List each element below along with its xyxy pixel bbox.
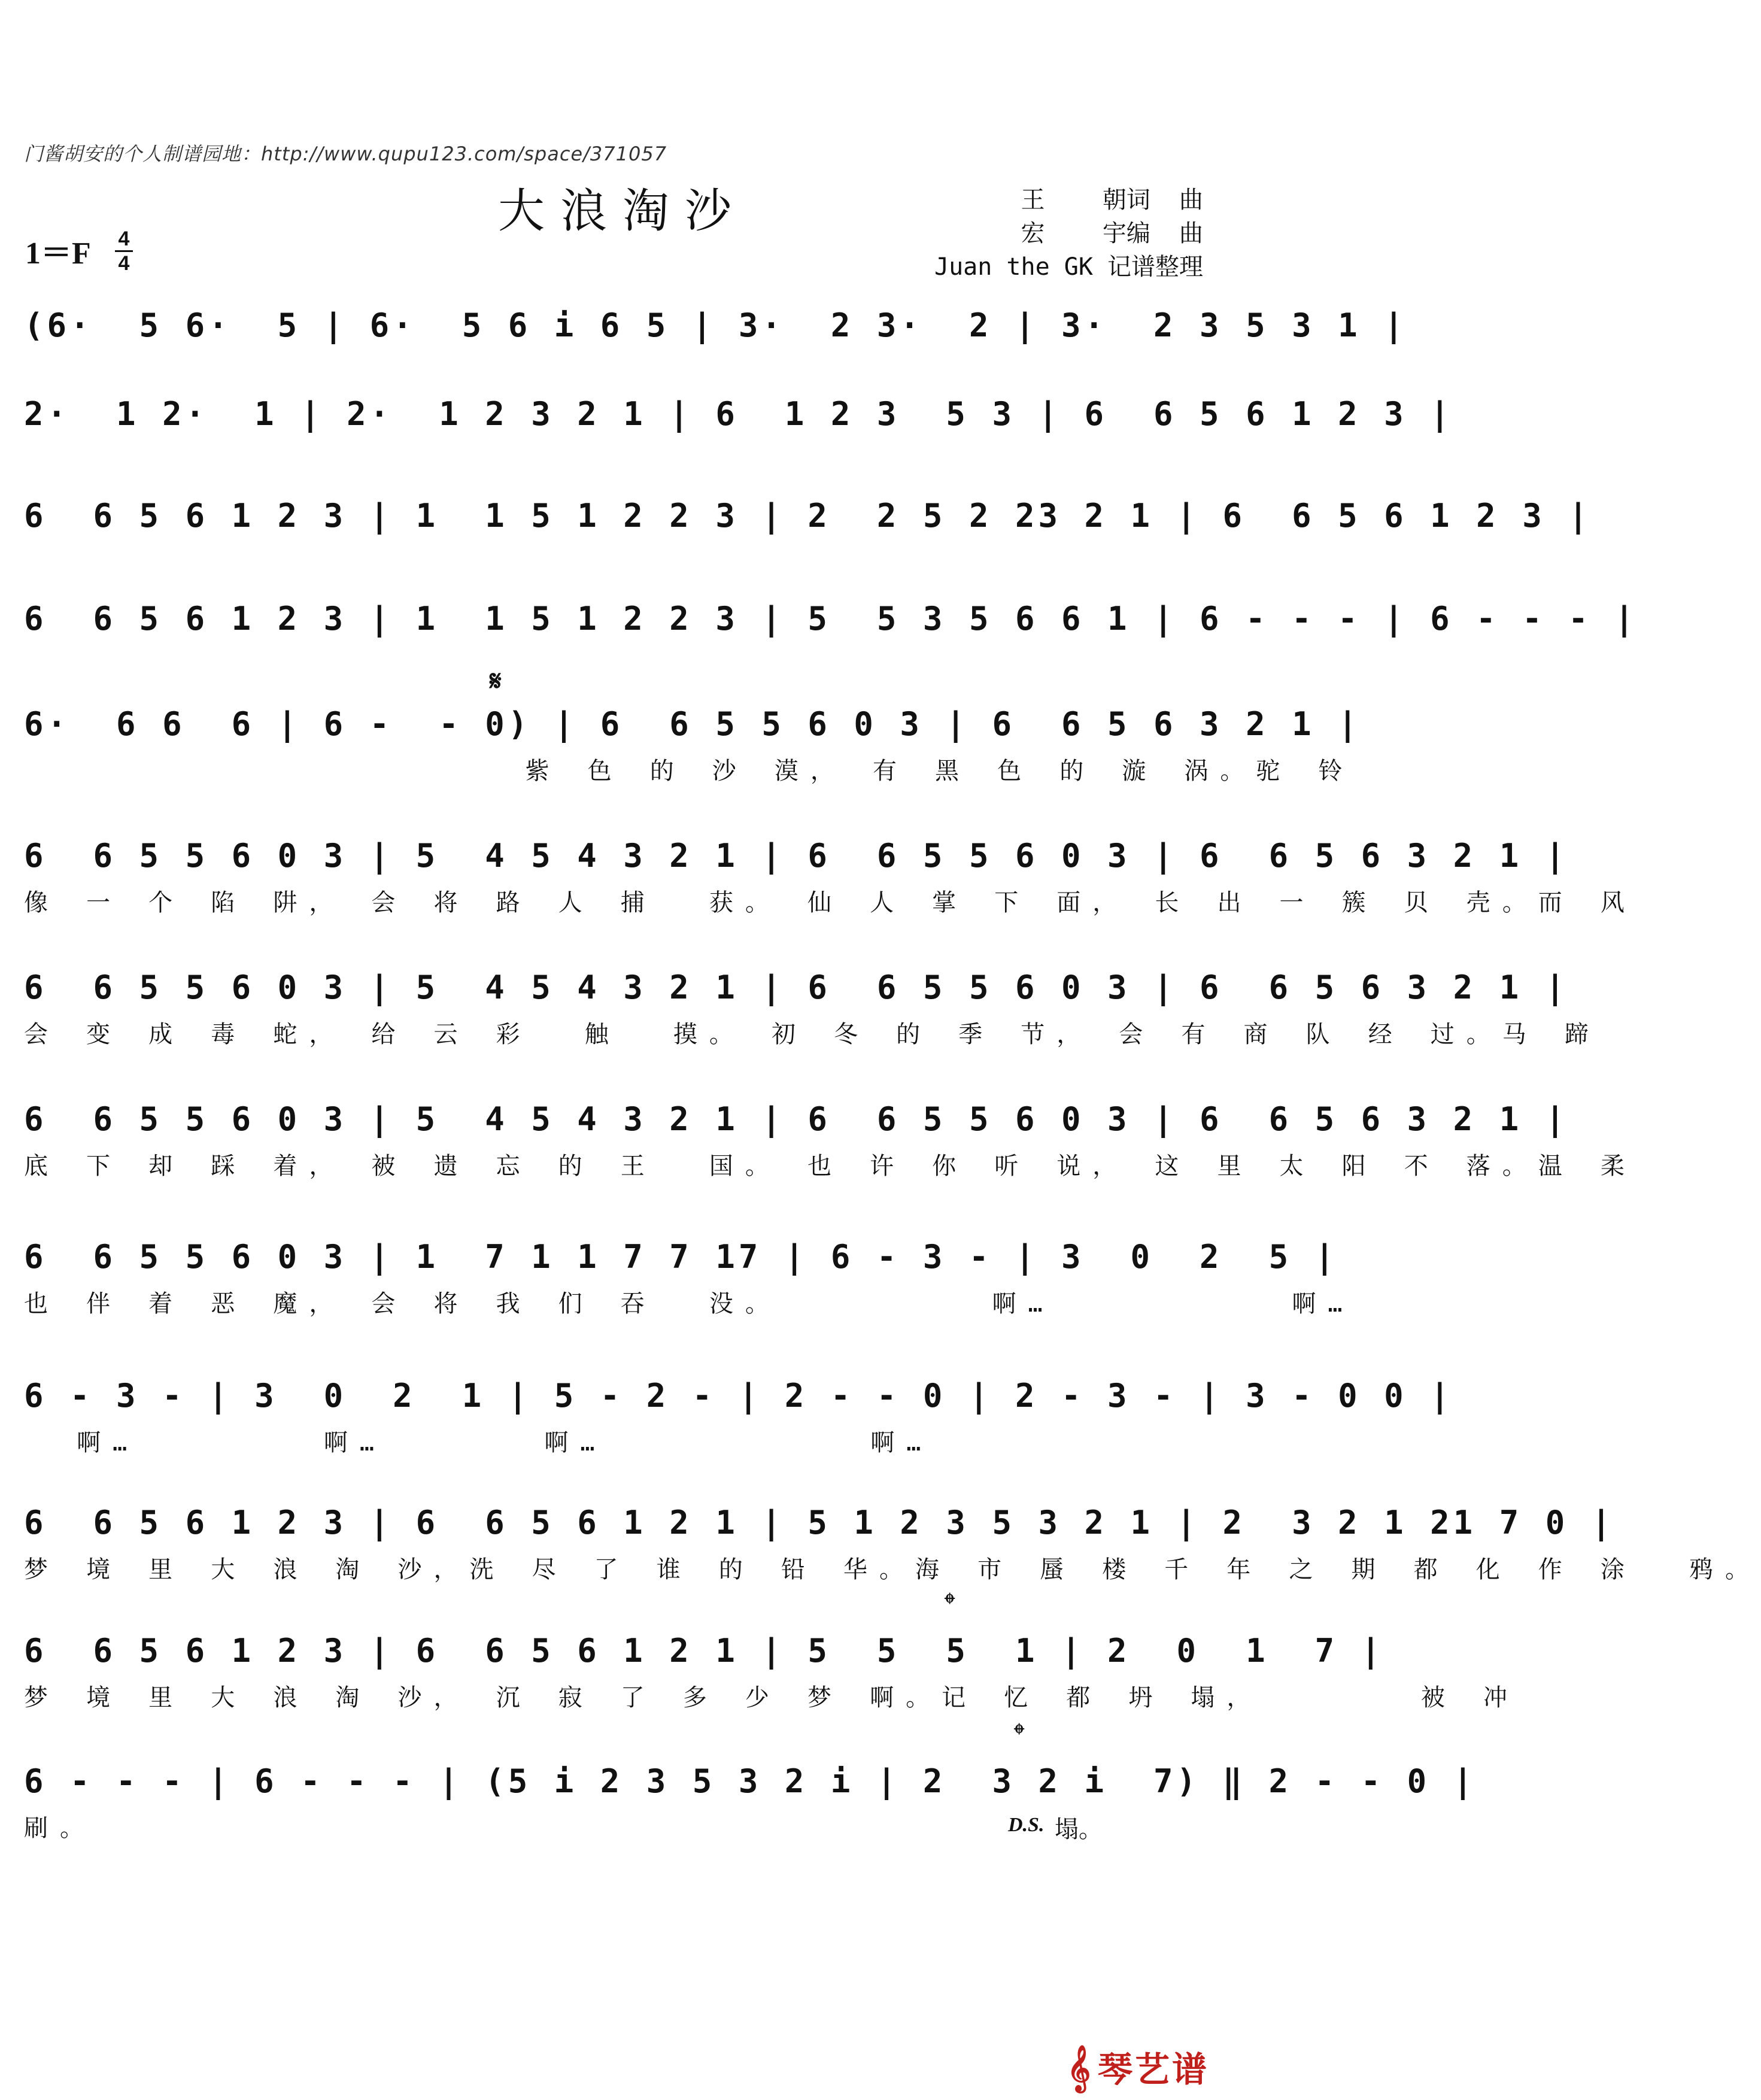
- logo-text: 琴艺谱: [1097, 2049, 1209, 2090]
- staff-notes: 2· 1 2· 1 | 2· 1 2 3 2 1 | 6 1 2 3 5 3 | 6 6 5 6 1 2 3 |: [24, 395, 1453, 433]
- staff-line-11: [0, 1504, 1761, 1594]
- staff-notes: 6 - 3 - | 3 0 2 1 | 5 - 2 - | 2 - - 0 | 2 - 3 - | 3 - 0 0 |: [24, 1377, 1453, 1415]
- staff-line-1: [0, 306, 1407, 396]
- staff-lyrics: 梦 境 里 大 浪 淘 沙， 沉 寂 了 多 少 梦 啊。记 忆 都 坍 塌， 被 冲: [24, 1684, 1519, 1711]
- staff-lyrics: 底 下 却 踩 着， 被 遗 忘 的 王 国。 也 许 你 听 说， 这 里 太 阳 不 落。温 柔: [24, 1152, 1636, 1180]
- transcriber-credit: Juan the GK 记谱整理: [934, 253, 1203, 281]
- lyricist-composer-credit: 王 朝词 曲: [1021, 186, 1203, 214]
- staff-line-3: [0, 497, 1592, 587]
- coda-sign: 𝄌: [945, 1586, 955, 1621]
- staff-notes: 6 6 5 6 1 2 3 | 1 1 5 1 2 2 3 | 5 5 3 5 6 6 1 | 6 - - - | 6 - - - |: [24, 600, 1638, 638]
- staff-notes: 6 6 5 5 6 0 3 | 1 7 1 1 7 7 17 | 6 - 3 - | 3 0 2 5 |: [24, 1238, 1338, 1276]
- staff-lyrics: 啊… 啊… 啊… 啊…: [24, 1429, 933, 1456]
- staff-lyrics: 刷。: [24, 1814, 96, 1842]
- dal-segno-lyric: 塌。: [1055, 1816, 1103, 1843]
- staff-line-5: [0, 705, 1361, 795]
- dal-segno-label: D.S.: [1008, 1814, 1045, 1836]
- song-title: 大浪淘沙: [497, 184, 747, 238]
- staff-notes: 6 6 5 6 1 2 3 | 6 6 5 6 1 2 1 | 5 1 2 3 5 3 2 1 | 2 3 2 1 21 7 0 |: [24, 1504, 1615, 1541]
- staff-line-8: [0, 1100, 1636, 1190]
- staff-notes: (6· 5 6· 5 | 6· 5 6 i 6 5 | 3· 2 3· 2 | 3· 2 3 5 3 1 |: [24, 306, 1407, 344]
- staff-lyrics: 也 伴 着 恶 魔， 会 将 我 们 吞 没。 啊… 啊…: [24, 1290, 1355, 1318]
- key-signature: 1＝F: [25, 236, 91, 271]
- coda-sign: 𝄌: [1014, 1717, 1025, 1752]
- staff-notes: 6 6 5 6 1 2 3 | 1 1 5 1 2 2 3 | 2 2 5 2 23 2 1 | 6 6 5 6 1 2 3 |: [24, 497, 1592, 535]
- staff-notes: 6 6 5 6 1 2 3 | 6 6 5 6 1 2 1 | 5 5 5 1 | 2 0 1 7 |: [24, 1632, 1384, 1670]
- staff-lyrics: 会 变 成 毒 蛇， 给 云 彩 触 摸。 初 冬 的 季 节， 会 有 商 队 经 过。马 蹄: [24, 1021, 1601, 1048]
- qinyipu-logo: [1067, 2041, 1209, 2092]
- staff-line-9: [0, 1238, 1355, 1328]
- logo-icon: 𝄞: [1067, 2045, 1093, 2091]
- segno-sign: 𝄋: [490, 664, 502, 697]
- staff-line-2: [0, 395, 1453, 485]
- time-signature: [115, 229, 133, 274]
- arranger-credit: 宏 宇编 曲: [1021, 220, 1203, 247]
- staff-notes: 6 - - - | 6 - - - | (5 i 2 3 5 3 2 i | 2 3 2 i 7) ‖ 2 - - 0 |: [24, 1762, 1477, 1800]
- staff-lyrics: 像 一 个 陷 阱， 会 将 路 人 捕 获。 仙 人 掌 下 面， 长 出 一 簇 贝 壳。而 风: [24, 889, 1636, 917]
- time-signature-top: 4: [118, 227, 130, 250]
- staff-line-12: [0, 1632, 1519, 1722]
- staff-line-6: [0, 837, 1636, 927]
- staff-line-10: [0, 1377, 1453, 1467]
- staff-lyrics: 梦 境 里 大 浪 淘 沙，洗 尽 了 谁 的 铅 华。海 市 蜃 楼 千 年 之 期 都 化 作 涂 鸦。: [24, 1556, 1761, 1583]
- staff-lyrics: 紫 色 的 沙 漠， 有 黑 色 的 漩 涡。驼 铃: [24, 757, 1355, 785]
- staff-notes: 6 6 5 5 6 0 3 | 5 4 5 4 3 2 1 | 6 6 5 5 6 0 3 | 6 6 5 6 3 2 1 |: [24, 837, 1569, 875]
- site-credit-line: 门酱胡安的个人制谱园地：http://www.qupu123.com/space/371057: [24, 142, 667, 165]
- staff-notes: 6 6 5 5 6 0 3 | 5 4 5 4 3 2 1 | 6 6 5 5 6 0 3 | 6 6 5 6 3 2 1 |: [24, 969, 1569, 1006]
- staff-line-4: [0, 600, 1638, 690]
- staff-line-7: [0, 969, 1601, 1058]
- time-signature-bottom: 4: [118, 252, 130, 275]
- staff-notes: 6· 6 6 6 | 6 - - 0) | 6 6 5 5 6 0 3 | 6 6 5 6 3 2 1 |: [24, 705, 1361, 743]
- staff-notes: 6 6 5 5 6 0 3 | 5 4 5 4 3 2 1 | 6 6 5 5 6 0 3 | 6 6 5 6 3 2 1 |: [24, 1100, 1569, 1138]
